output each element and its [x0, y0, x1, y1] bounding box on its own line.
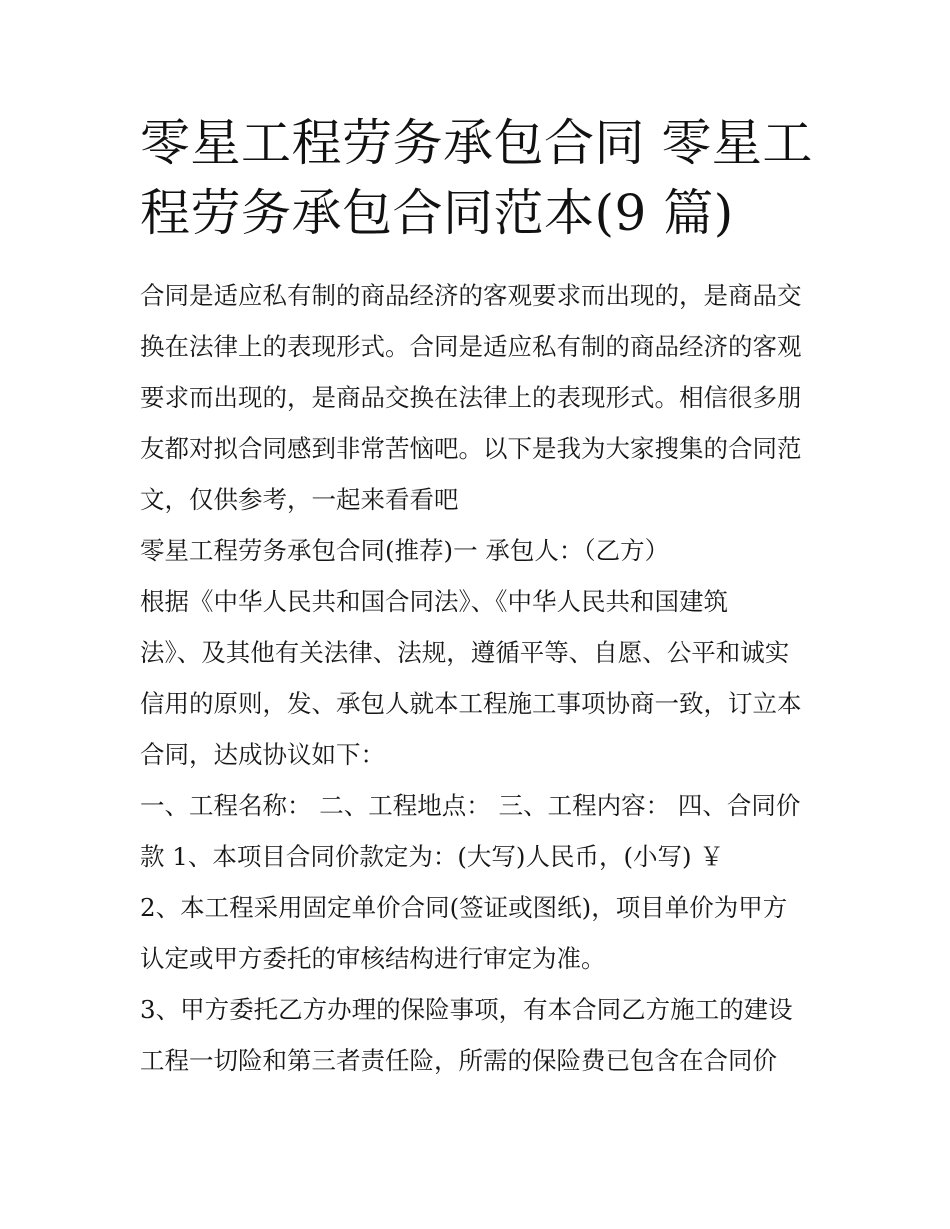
clause-line: 认定或甲方委托的审核结构进行审定为准。 [140, 944, 606, 973]
title-line-2: 程劳务承包合同范本(9 篇) [140, 184, 734, 242]
contract-heading-line: 零星工程劳务承包合同(推荐)一 承包人：（乙方） [140, 536, 670, 565]
body-line: 信用的原则，发、承包人就本工程施工事项协商一致，订立本 [140, 689, 802, 718]
clause-line: 工程一切险和第三者责任险，所需的保险费已包含在合同价 [140, 1046, 777, 1075]
clause-line: 3、甲方委托乙方办理的保险事项，有本合同乙方施工的建设 [140, 995, 793, 1024]
body-line: 文，仅供参考，一起来看看吧 [140, 485, 459, 514]
body-line: 合同，达成协议如下： [140, 740, 385, 769]
body-line: 友都对拟合同感到非常苦恼吧。以下是我为大家搜集的合同范 [140, 434, 802, 463]
body-line: 换在法律上的表现形式。合同是适应私有制的商品经济的客观 [140, 332, 802, 361]
clause-line: 款 1、本项目合同价款定为：(大写)人民币，(小写) ￥ [140, 842, 724, 871]
body-line: 要求而出现的，是商品交换在法律上的表现形式。相信很多朋 [140, 383, 802, 412]
title-line-1: 零星工程劳务承包合同 零星工 [140, 114, 813, 172]
document-body [140, 270, 820, 1086]
body-line: 法》、及其他有关法律、法规，遵循平等、自愿、公平和诚实 [140, 638, 790, 667]
clause-line: 一、工程名称： 二、工程地点： 三、工程内容： 四、合同价 [140, 791, 801, 820]
body-line: 合同是适应私有制的商品经济的客观要求而出现的，是商品交 [140, 281, 802, 310]
document-page [140, 108, 820, 1086]
clause-line: 2、本工程采用固定单价合同(签证或图纸)，项目单价为甲方 [140, 893, 788, 922]
document-title [140, 108, 820, 248]
body-line: 根据《中华人民共和国合同法》、《中华人民共和国建筑 [140, 587, 728, 616]
